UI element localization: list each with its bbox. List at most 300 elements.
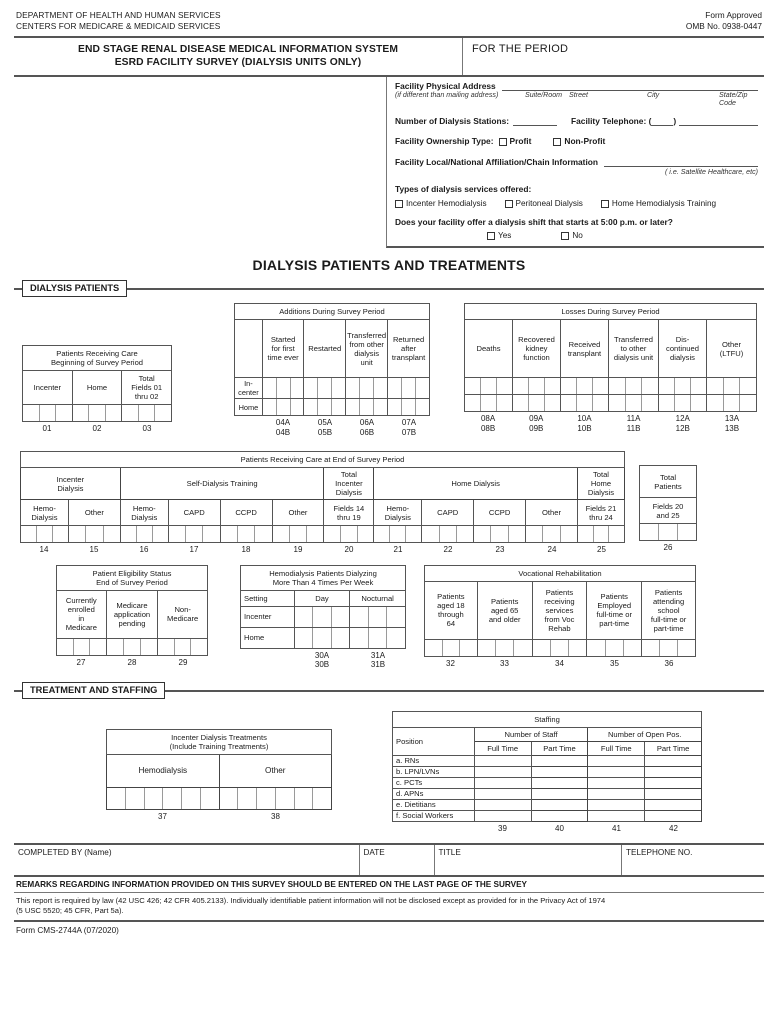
field-12B-cell[interactable] <box>659 395 707 412</box>
field-11A-cell[interactable] <box>609 378 659 395</box>
field-01-cell[interactable] <box>23 405 73 422</box>
end-care-group0-line1: Incenter <box>56 474 85 484</box>
incenter-treatments-field-numbers <box>106 810 332 822</box>
end-care-group2-line2: Incenter <box>335 479 363 488</box>
staffing-row-rns <box>393 755 702 766</box>
open-pcts-part-time-cell[interactable] <box>645 777 702 788</box>
beginning-care-caption <box>23 346 172 371</box>
field-06A-cell[interactable] <box>346 378 388 399</box>
vocational-col-aged-18-64 <box>425 581 478 639</box>
end-care-col-17: CAPD <box>168 500 220 526</box>
field-09B-cell[interactable] <box>513 395 561 412</box>
end-care-col-18: CCPD <box>220 500 272 526</box>
staff-apns-full-time-cell[interactable] <box>474 788 531 799</box>
affiliation-row <box>395 157 758 167</box>
incenter-treatments-col-hemodialysis: Hemodialysis <box>107 754 220 787</box>
end-care-group-self-dialysis-training: Self-Dialysis Training <box>120 468 324 500</box>
field-number-13 <box>707 412 757 433</box>
ownership-profit-checkbox[interactable] <box>499 138 507 146</box>
field-14-cell[interactable] <box>21 526 69 543</box>
staffing-position-social-workers: f. Social Workers <box>393 810 475 821</box>
section-tag-treatment-and-staffing: TREATMENT AND STAFFING <box>22 682 165 699</box>
field-number-06A: 06A <box>359 418 375 427</box>
affiliation-input[interactable] <box>604 157 758 167</box>
open-apns-part-time-cell[interactable] <box>645 788 702 799</box>
ownership-label: Facility Ownership Type: <box>395 136 494 146</box>
voc-col2-line5: Rehab <box>548 623 571 633</box>
beginning-care-total-line-1: Total <box>138 374 155 383</box>
staffing-row-dietitians <box>393 799 702 810</box>
staffing-col-open-full-time: Full Time <box>588 741 645 755</box>
field-19-cell[interactable] <box>272 526 324 543</box>
services-label: Types of dialysis services offered: <box>395 184 532 194</box>
vocational-header-row <box>425 581 696 639</box>
field-number-21: 21 <box>393 545 403 554</box>
additions-header-row <box>235 320 430 378</box>
section-tag-dialysis-patients: DIALYSIS PATIENTS <box>22 280 127 297</box>
field-13A-cell[interactable] <box>707 378 757 395</box>
field-31A-cell[interactable] <box>350 606 406 627</box>
field-08A-cell[interactable] <box>465 378 513 395</box>
open-pcts-full-time-cell[interactable] <box>588 777 645 788</box>
additions-col0-line3: time ever <box>267 353 299 362</box>
end-care-col-22: CAPD <box>422 500 474 526</box>
more-than-4-col-day: Day <box>294 590 350 606</box>
field-10B-cell[interactable] <box>561 395 609 412</box>
facility-telephone-input[interactable] <box>679 116 758 126</box>
more-than-4-rowlabel-home: Home <box>241 627 295 648</box>
date-field[interactable] <box>359 845 434 875</box>
vocational-rehabilitation-block <box>424 565 696 669</box>
incenter-treatments-header-row <box>107 754 332 787</box>
field-34-cell[interactable] <box>532 639 587 656</box>
losses-col1-line1: Recovered <box>518 335 555 344</box>
field-number-11B: 11B <box>626 423 641 433</box>
voc-col3-line1: Patients <box>600 592 628 601</box>
beginning-care-total-line-2: Fields 01 <box>131 383 163 392</box>
field-number-30B: 30B <box>314 660 330 669</box>
field-03-cell[interactable] <box>122 405 172 422</box>
field-07B-cell[interactable] <box>388 399 430 416</box>
beginning-care-header-row <box>23 371 172 405</box>
additions-col0-line2: for first <box>271 344 295 353</box>
end-care-table <box>20 451 625 543</box>
open-sw-part-time-cell[interactable] <box>645 810 702 821</box>
privacy-act-line-1: This report is required by law (42 USC 426; 42 CFR 405.2133). Individually identifiable patient information will not be disclosed except as provided for in the Privacy Act of 1974 <box>16 896 606 905</box>
end-care-group0-line2: Dialysis <box>57 483 84 493</box>
field-05B-cell[interactable] <box>304 399 346 416</box>
field-13B-cell[interactable] <box>707 395 757 412</box>
additions-col-started-first-time <box>262 320 304 378</box>
completed-by-label: COMPLETED BY (Name) <box>18 848 112 857</box>
field-number-42: 42 <box>669 823 678 833</box>
field-29-cell[interactable] <box>158 638 208 655</box>
address-column-labels <box>395 91 758 107</box>
eligibility-col-currently-enrolled <box>57 590 107 638</box>
beginning-care-table <box>22 345 172 422</box>
field-07A-cell[interactable] <box>388 378 430 399</box>
end-care-data-row <box>21 526 625 543</box>
field-25-cell[interactable] <box>577 526 624 543</box>
address-col-suite: Suite/Room <box>525 91 563 99</box>
staff-dietitians-part-time-cell[interactable] <box>531 799 588 810</box>
field-number-30A: 30A <box>314 650 330 660</box>
incenter-treatments-data-row <box>107 787 332 809</box>
field-number-10A: 10A <box>577 414 592 423</box>
end-care-col2-line1: Hemo- <box>132 503 156 513</box>
field-number-17: 17 <box>189 545 199 554</box>
shift-yes-label: Yes <box>498 231 512 240</box>
staffing-position-pcts: c. PCTs <box>393 777 475 788</box>
field-35-cell[interactable] <box>587 639 642 656</box>
end-care-subheader-row <box>21 500 625 526</box>
end-care-col-21 <box>374 500 422 526</box>
losses-col-transferred-to-other <box>609 320 659 378</box>
field-10A-cell[interactable] <box>561 378 609 395</box>
end-care-col-24: Other <box>526 500 578 526</box>
losses-col5-line2: (LTFU) <box>719 348 744 358</box>
eligibility-col0-line4: Medicare <box>65 623 97 632</box>
open-rns-part-time-cell[interactable] <box>645 755 702 766</box>
staff-dietitians-full-time-cell[interactable] <box>474 799 531 810</box>
end-care-col0-line2: Dialysis <box>31 512 58 522</box>
end-care-col6-line1: Fields 14 <box>333 503 365 513</box>
field-number-31A: 31A <box>370 650 386 660</box>
more-than-4-field-numbers <box>240 649 406 670</box>
eligibility-col0-line2: enrolled <box>67 605 95 614</box>
agency-line-1: DEPARTMENT OF HEALTH AND HUMAN SERVICES <box>16 10 221 20</box>
field-20-cell[interactable] <box>324 526 374 543</box>
field-number-13B: 13B <box>724 423 740 433</box>
dialysis-stations-label: Number of Dialysis Stations: <box>395 116 510 126</box>
more-than-4-caption-line-2: More Than 4 Times Per Week <box>272 577 374 587</box>
service-incenter-hemodialysis-checkbox[interactable] <box>395 200 403 208</box>
end-care-col-20 <box>324 500 374 526</box>
remarks-note: REMARKS REGARDING INFORMATION PROVIDED ON THIS SURVEY SHOULD BE ENTERED ON THE LAST PAGE OF THE SURVEY <box>16 880 528 889</box>
field-30A-cell[interactable] <box>294 606 350 627</box>
end-care-col-23: CCPD <box>474 500 526 526</box>
beginning-care-col-total <box>122 371 172 405</box>
field-number-07A: 07A <box>401 418 417 427</box>
for-the-period-field[interactable] <box>462 38 764 75</box>
losses-incenter-row <box>465 378 757 395</box>
end-care-group-total-home <box>577 468 624 500</box>
field-18-cell[interactable] <box>220 526 272 543</box>
field-number-27: 27 <box>76 657 86 667</box>
total-patients-data-row <box>640 524 697 541</box>
eligibility-field-numbers <box>56 656 208 668</box>
eligibility-caption-row <box>57 565 208 590</box>
dialysis-stations-input[interactable] <box>513 116 557 126</box>
open-dietitians-part-time-cell[interactable] <box>645 799 702 810</box>
title-field[interactable] <box>434 845 622 875</box>
shift-yes-checkbox[interactable] <box>487 232 495 240</box>
field-number-25: 25 <box>597 545 606 554</box>
open-lpn-full-time-cell[interactable] <box>588 766 645 777</box>
field-11B-cell[interactable] <box>609 395 659 412</box>
voc-col2-line3: services <box>545 605 574 615</box>
total-patients-caption-line-1: Total <box>659 472 677 482</box>
facility-address-label: Facility Physical Address <box>395 81 496 91</box>
open-rns-full-time-cell[interactable] <box>588 755 645 766</box>
staff-lpn-full-time-cell[interactable] <box>474 766 531 777</box>
voc-col0-line3: through <box>438 610 464 619</box>
field-number-13A: 13A <box>724 414 740 423</box>
services-options-row <box>395 199 758 208</box>
staffing-caption-row <box>393 711 702 727</box>
field-number-04B: 04B <box>275 427 291 437</box>
additions-col-restarted: Restarted <box>304 320 346 378</box>
form-number: Form CMS-2744A (07/2020) <box>16 926 119 935</box>
field-32-cell[interactable] <box>425 639 478 656</box>
treatment-staffing-section-header <box>14 682 764 699</box>
open-sw-full-time-cell[interactable] <box>588 810 645 821</box>
field-number-03: 03 <box>142 424 152 433</box>
field-number-34: 34 <box>555 658 564 668</box>
field-26-cell[interactable] <box>640 524 697 541</box>
vocational-caption: Vocational Rehabilitation <box>425 565 696 581</box>
end-care-col11-line1: Fields 21 <box>585 503 617 513</box>
eligibility-col0-line1: Currently <box>65 596 97 605</box>
date-label: DATE <box>363 848 385 857</box>
form-approval-block <box>686 10 762 32</box>
voc-col4-line1: Patients <box>654 587 683 597</box>
staff-apns-part-time-cell[interactable] <box>531 788 588 799</box>
staff-lpn-part-time-cell[interactable] <box>531 766 588 777</box>
shift-no-label: No <box>572 231 583 240</box>
field-22-cell[interactable] <box>422 526 474 543</box>
field-number-08B: 08B <box>480 423 496 433</box>
field-30B-cell[interactable] <box>294 627 350 648</box>
form-title-line-1: END STAGE RENAL DISEASE MEDICAL INFORMATION SYSTEM <box>77 44 399 55</box>
voc-col1-line2: aged 65 <box>490 605 519 615</box>
losses-col3-line2: to other <box>620 344 647 353</box>
end-care-col6-line2: thru 19 <box>337 512 361 522</box>
end-care-group2-line1: Total <box>340 470 357 479</box>
field-16-cell[interactable] <box>120 526 168 543</box>
field-number-39: 39 <box>498 823 507 833</box>
stations-telephone-row <box>395 116 758 126</box>
additions-caption: Additions During Survey Period <box>235 304 430 320</box>
field-23-cell[interactable] <box>474 526 526 543</box>
field-number-11 <box>609 412 659 433</box>
field-number-18: 18 <box>241 545 251 554</box>
field-number-05B: 05B <box>317 427 333 437</box>
staff-sw-full-time-cell[interactable] <box>474 810 531 821</box>
field-04A-cell[interactable] <box>262 378 304 399</box>
staffing-position-lpn-lvns: b. LPN/LVNs <box>393 766 475 777</box>
end-care-group-incenter-dialysis <box>21 468 121 500</box>
staff-rns-part-time-cell[interactable] <box>531 755 588 766</box>
facility-telephone-areacode-input[interactable] <box>651 116 673 126</box>
facility-address-input[interactable] <box>502 81 758 91</box>
form-title <box>14 38 462 75</box>
vocational-col-aged-65-older <box>477 581 532 639</box>
voc-col3-line2: Employed <box>597 601 632 610</box>
additions-col2-line1: Transferred <box>347 330 387 340</box>
staff-rns-full-time-cell[interactable] <box>474 755 531 766</box>
field-15-cell[interactable] <box>68 526 120 543</box>
field-number-12A: 12A <box>675 414 690 423</box>
service-home-hemodialysis-training-checkbox[interactable] <box>601 200 609 208</box>
voc-col4-line4: full-time or <box>650 614 687 624</box>
more-than-4-home-row <box>241 627 406 648</box>
eligibility-col-application-pending <box>106 590 158 638</box>
additions-col-returned-transplant <box>388 320 430 378</box>
additions-table <box>234 303 430 416</box>
field-number-11A: 11A <box>626 414 641 423</box>
vocational-col-attending-school <box>642 581 696 639</box>
field-02-cell[interactable] <box>72 405 122 422</box>
field-37-cell[interactable] <box>107 787 220 809</box>
field-38-cell[interactable] <box>219 787 331 809</box>
agency-block <box>16 10 221 32</box>
treatment-section-tag-wrapper <box>22 682 165 699</box>
field-33-cell[interactable] <box>477 639 532 656</box>
eligibility-data-row <box>57 638 208 655</box>
losses-col1-line3: function <box>523 353 550 362</box>
staffing-field-numbers <box>392 822 702 834</box>
staffing-group-number-of-open-pos: Number of Open Pos. <box>588 727 702 741</box>
document-header <box>14 0 764 36</box>
beginning-care-col-incenter: Incenter <box>23 371 73 405</box>
field-04B-cell[interactable] <box>262 399 304 416</box>
open-apns-full-time-cell[interactable] <box>588 788 645 799</box>
shift-no-checkbox[interactable] <box>561 232 569 240</box>
end-care-col-19: Other <box>272 500 324 526</box>
field-number-12B: 12B <box>675 423 690 433</box>
field-31B-cell[interactable] <box>350 627 406 648</box>
open-dietitians-full-time-cell[interactable] <box>588 799 645 810</box>
address-col-statezip: State/Zip Code <box>719 91 748 107</box>
additions-block <box>234 303 430 437</box>
additions-col3-line2: after <box>400 344 417 353</box>
eligibility-caption-line-2: End of Survey Period <box>96 577 168 587</box>
voc-col4-line3: school <box>657 605 680 615</box>
additions-col2-line2: from other <box>349 339 384 349</box>
address-col-city: City <box>647 91 660 99</box>
eligibility-caption <box>57 565 208 590</box>
field-number-10B: 10B <box>577 423 592 433</box>
voc-col4-line2: attending <box>652 596 685 606</box>
form-title-line-2: ESRD FACILITY SURVEY (DIALYSIS UNITS ONLY) <box>114 57 362 68</box>
end-care-caption-row <box>21 452 625 468</box>
field-09A-cell[interactable] <box>513 378 561 395</box>
title-block <box>14 36 764 77</box>
more-than-4-block <box>240 565 406 670</box>
voc-col0-line1: Patients <box>437 592 465 601</box>
field-17-cell[interactable] <box>168 526 220 543</box>
privacy-act-notice <box>14 893 764 920</box>
affiliation-note-row <box>395 167 758 176</box>
field-number-06B: 06B <box>359 427 375 437</box>
field-number-26: 26 <box>663 543 673 552</box>
telephone-label: TELEPHONE NO. <box>626 848 693 857</box>
losses-col4-line3: dialysis <box>670 353 695 362</box>
affiliation-note: ( i.e. Satellite Healthcare, etc) <box>664 168 758 176</box>
incenter-treatments-table <box>106 729 332 810</box>
service-peritoneal-dialysis-checkbox[interactable] <box>505 200 513 208</box>
privacy-act-line-2: (5 USC 5520; 45 CFR, Part 5a). <box>16 906 124 915</box>
eligibility-col2-line2: Medicare <box>167 614 199 623</box>
losses-col3-line1: Transferred <box>614 335 653 344</box>
field-36-cell[interactable] <box>642 639 696 656</box>
voc-col2-line4: from Voc <box>544 614 575 624</box>
vocational-caption-row <box>425 565 696 581</box>
eligibility-block <box>56 565 208 668</box>
omb-number: OMB No. 0938-0447 <box>685 21 762 31</box>
open-lpn-part-time-cell[interactable] <box>645 766 702 777</box>
beginning-care-total-line-3: thru 02 <box>134 392 159 401</box>
field-number-19: 19 <box>293 545 303 554</box>
field-number-04 <box>262 416 304 437</box>
eligibility-table <box>56 565 208 656</box>
facility-telephone-label: Facility Telephone: ( <box>571 116 652 126</box>
losses-table <box>464 303 757 412</box>
field-number-37: 37 <box>158 811 167 821</box>
eligibility-col1-line1: Medicare <box>116 600 148 610</box>
field-number-41: 41 <box>612 823 621 833</box>
additions-col0-line1: Started <box>270 335 296 344</box>
field-number-12 <box>659 412 707 433</box>
field-24-cell[interactable] <box>526 526 578 543</box>
eligibility-vocrehab-row <box>14 565 764 670</box>
telephone-field[interactable] <box>622 845 765 875</box>
ownership-nonprofit-checkbox[interactable] <box>553 138 561 146</box>
eligibility-col1-line2: application <box>113 609 151 619</box>
losses-home-row <box>465 395 757 412</box>
additions-incenter-row <box>235 378 430 399</box>
staffing-col-staff-full-time: Full Time <box>474 741 531 755</box>
additions-caption-row <box>235 304 430 320</box>
staff-sw-part-time-cell[interactable] <box>531 810 588 821</box>
staffing-position-dietitians: e. Dietitians <box>393 799 475 810</box>
field-06B-cell[interactable] <box>346 399 388 416</box>
completed-by-field[interactable] <box>14 845 359 875</box>
staffing-position-rns: a. RNs <box>393 755 475 766</box>
field-number-02: 02 <box>92 424 102 433</box>
staff-pcts-full-time-cell[interactable] <box>474 777 531 788</box>
vocational-col-employed <box>587 581 642 639</box>
field-number-08 <box>464 412 512 433</box>
shift-answer-row <box>395 231 758 240</box>
beginning-care-caption-line-2: Beginning of Survey Period <box>50 358 144 367</box>
staffing-col-staff-part-time: Part Time <box>531 741 588 755</box>
incenter-treatments-caption-row <box>107 729 332 754</box>
footer-signature-table <box>14 845 764 875</box>
field-21-cell[interactable] <box>374 526 422 543</box>
losses-col1-line2: kidney <box>525 344 548 353</box>
additions-home-row <box>235 399 430 416</box>
field-number-22: 22 <box>443 545 453 554</box>
staff-pcts-part-time-cell[interactable] <box>531 777 588 788</box>
field-28-cell[interactable] <box>106 638 158 655</box>
more-than-4-col-setting: Setting <box>241 590 295 606</box>
field-number-05A: 05A <box>317 418 333 427</box>
field-08B-cell[interactable] <box>465 395 513 412</box>
incenter-treatments-col-other: Other <box>219 754 331 787</box>
field-number-08A: 08A <box>480 414 496 423</box>
end-care-block <box>20 451 625 555</box>
field-05A-cell[interactable] <box>304 378 346 399</box>
field-27-cell[interactable] <box>57 638 107 655</box>
field-12A-cell[interactable] <box>659 378 707 395</box>
title-label: TITLE <box>438 848 461 857</box>
total-patients-caption-line-2: Patients <box>654 481 682 491</box>
losses-block <box>464 303 757 433</box>
footer-block <box>14 843 764 939</box>
additions-field-numbers <box>234 416 430 437</box>
